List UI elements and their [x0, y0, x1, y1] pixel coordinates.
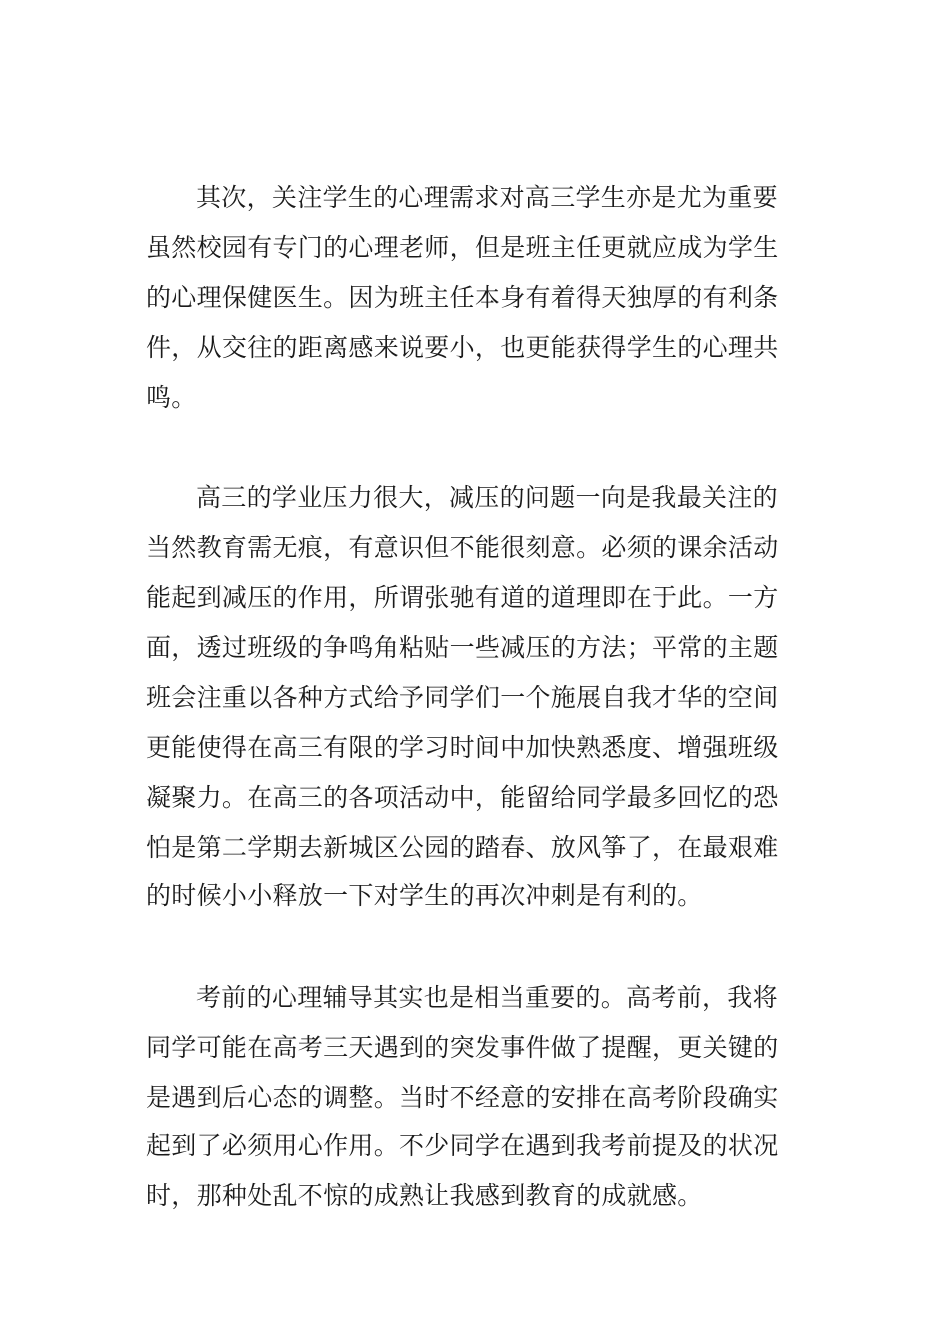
- paragraph-line: 能起到减压的作用，所谓张驰有道的道理即在于此。一方: [146, 583, 779, 612]
- paragraph-line: 更能使得在高三有限的学习时间中加快熟悉度、增强班级: [146, 733, 779, 762]
- paragraph-line: 同学可能在高考三天遇到的突发事件做了提醒，更关键的: [146, 1033, 779, 1062]
- paragraph-line: 班会注重以各种方式给予同学们一个施展自我才华的空间: [146, 683, 779, 712]
- paragraph-line: 其次，关注学生的心理需求对高三学生亦是尤为重要: [196, 183, 778, 212]
- paragraph-line: 面，透过班级的争鸣角粘贴一些减压的方法；平常的主题: [146, 633, 779, 662]
- paragraph-line: 凝聚力。在高三的各项活动中，能留给同学最多回忆的恐: [146, 783, 779, 812]
- paragraph-line: 起到了必须用心作用。不少同学在遇到我考前提及的状况: [146, 1131, 779, 1160]
- paragraph-line: 是遇到后心态的调整。当时不经意的安排在高考阶段确实: [146, 1083, 779, 1112]
- paragraph-line: 当然教育需无痕，有意识但不能很刻意。必须的课余活动: [146, 533, 779, 562]
- paragraph-line: 的时候小小释放一下对学生的再次冲刺是有利的。: [146, 881, 703, 910]
- paragraph-line: 鸣。: [146, 383, 197, 412]
- paragraph-line: 虽然校园有专门的心理老师，但是班主任更就应成为学生: [146, 233, 779, 262]
- paragraph-line: 件，从交往的距离感来说要小，也更能获得学生的心理共: [146, 333, 779, 362]
- paragraph-line: 考前的心理辅导其实也是相当重要的。高考前，我将: [196, 983, 778, 1012]
- paragraph-line: 高三的学业压力很大，减压的问题一向是我最关注的: [196, 483, 778, 512]
- paragraph-line: 的心理保健医生。因为班主任本身有着得天独厚的有利条: [146, 283, 779, 312]
- paragraph-line: 怕是第二学期去新城区公园的踏春、放风筝了，在最艰难: [146, 833, 779, 862]
- paragraph-line: 时，那种处乱不惊的成熟让我感到教育的成就感。: [146, 1181, 703, 1210]
